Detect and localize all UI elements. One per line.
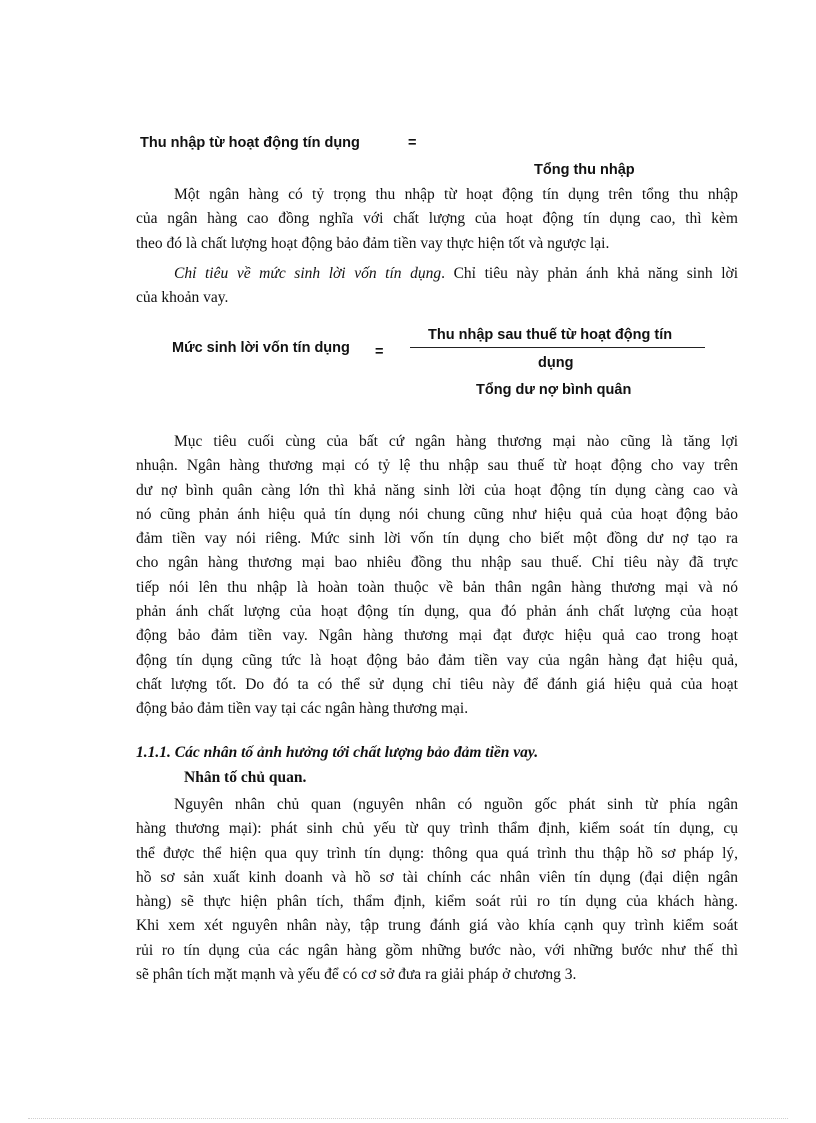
paragraph-line: cho ngân hàng thương mại bao nhiêu đồng thu nhập sau thuế. Chỉ tiêu này đã trực bbox=[136, 554, 738, 572]
formula2-label: Mức sinh lời vốn tín dụng bbox=[172, 340, 350, 356]
fraction-bar bbox=[410, 347, 705, 348]
formula1-denominator: Tổng thu nhập bbox=[534, 162, 635, 178]
formula1-equals: = bbox=[408, 135, 417, 151]
paragraph-1 bbox=[136, 183, 738, 256]
paragraph-line: rủi ro tín dụng của các ngân hàng gồm những bước nào, với những bước như thế thì bbox=[136, 941, 738, 959]
indicator-description: . Chỉ tiêu này phản ánh khả năng sinh lời bbox=[441, 265, 739, 282]
paragraph-line: của khoản vay. bbox=[136, 289, 229, 307]
paragraph-line: hàng) sẽ thực hiện phân tích, thẩm định, kiểm soát rủi ro tín dụng của khách hàng. bbox=[136, 893, 738, 911]
paragraph-line: dư nợ bình quân càng lớn thì khả năng sinh lời của hoạt động tín dụng càng cao và bbox=[136, 481, 738, 499]
paragraph-line: phản ánh chất lượng của hoạt động tín dụng, qua đó phản ánh chất lượng của hoạt bbox=[136, 603, 738, 621]
paragraph-line: Mục tiêu cuối cùng của bất cứ ngân hàng thương mại nào cũng là tăng lợi bbox=[174, 433, 738, 450]
paragraph-2 bbox=[136, 262, 738, 311]
paragraph-line: động bảo đảm tiền vay. Ngân hàng thương mại đạt được hiệu quả cao trong hoạt bbox=[136, 627, 738, 645]
paragraph-line: thể được thể hiện qua quy trình tín dụng: thông qua quá trình thu thập hồ sơ pháp lý, bbox=[136, 844, 738, 862]
section-subheading: Nhân tố chủ quan. bbox=[184, 769, 307, 786]
paragraph-line: nó cũng phản ánh hiệu quả tín dụng nói chung cũng như hiệu quả của hoạt động bảo bbox=[136, 505, 738, 523]
paragraph-line: động tín dụng cũng tức là hoạt động bảo đảm tiền vay của ngân hàng đạt hiệu quả, bbox=[136, 651, 738, 669]
formula1-label: Thu nhập từ hoạt động tín dụng bbox=[140, 135, 360, 151]
paragraph-line bbox=[136, 262, 738, 286]
page-bottom-divider bbox=[28, 1118, 788, 1119]
paragraph-line: sẽ phân tích mặt mạnh và yếu để có cơ sở đưa ra giải pháp ở chương 3. bbox=[136, 966, 577, 984]
paragraph-4 bbox=[136, 793, 738, 987]
paragraph-line: hồ sơ sản xuất kinh doanh và hồ sơ tài chính các nhân viên tín dụng (đại diện ngân bbox=[136, 868, 738, 886]
paragraph-line: nhuận. Ngân hàng thương mại có tỷ lệ thu nhập sau thuế từ hoạt động cho vay trên bbox=[136, 457, 738, 475]
paragraph-line: đảm tiền vay nói riêng. Mức sinh lời vốn tín dụng cho biết một đồng dư nợ tạo ra bbox=[136, 530, 738, 548]
paragraph-line: chất lượng tốt. Do đó ta có thể sử dụng chỉ tiêu này để đánh giá hiệu quả của hoạt bbox=[136, 675, 738, 693]
paragraph-line: Nguyên nhân chủ quan (nguyên nhân có nguồn gốc phát sinh từ phía ngân bbox=[174, 796, 738, 813]
paragraph-line: Khi xem xét nguyên nhân này, tập trung đánh giá vào khía cạnh quy trình kiểm soát bbox=[136, 917, 738, 935]
paragraph-line: hàng thương mại): phát sinh chủ yếu từ quy trình thẩm định, kiểm soát tín dụng, cụ bbox=[136, 820, 738, 838]
indicator-title: Chỉ tiêu về mức sinh lời vốn tín dụng bbox=[174, 265, 442, 282]
paragraph-line: tiếp nói lên thu nhập là hoàn toàn thuộc về bản thân ngân hàng thương mại và nó bbox=[136, 578, 738, 596]
paragraph-3 bbox=[136, 430, 738, 722]
formula2-numerator: Thu nhập sau thuế từ hoạt động tín bbox=[428, 327, 673, 343]
paragraph-line: động bảo đảm tiền vay tại các ngân hàng thương mại. bbox=[136, 700, 469, 718]
formula2-equals: = bbox=[375, 344, 384, 360]
paragraph-line: Một ngân hàng có tỷ trọng thu nhập từ hoạt động tín dụng trên tổng thu nhập bbox=[174, 186, 738, 203]
paragraph-line: của ngân hàng cao đồng nghĩa với chất lượng của hoạt động tín dụng cao, thì kèm bbox=[136, 210, 738, 228]
formula2-denominator: Tổng dư nợ bình quân bbox=[476, 382, 632, 398]
section-heading: 1.1.1. Các nhân tố ảnh hưởng tới chất lượng bảo đảm tiền vay. bbox=[136, 744, 539, 761]
paragraph-line: theo đó là chất lượng hoạt động bảo đảm tiền vay thực hiện tốt và ngược lại. bbox=[136, 234, 610, 252]
formula2-numerator-cont: dụng bbox=[538, 355, 574, 371]
